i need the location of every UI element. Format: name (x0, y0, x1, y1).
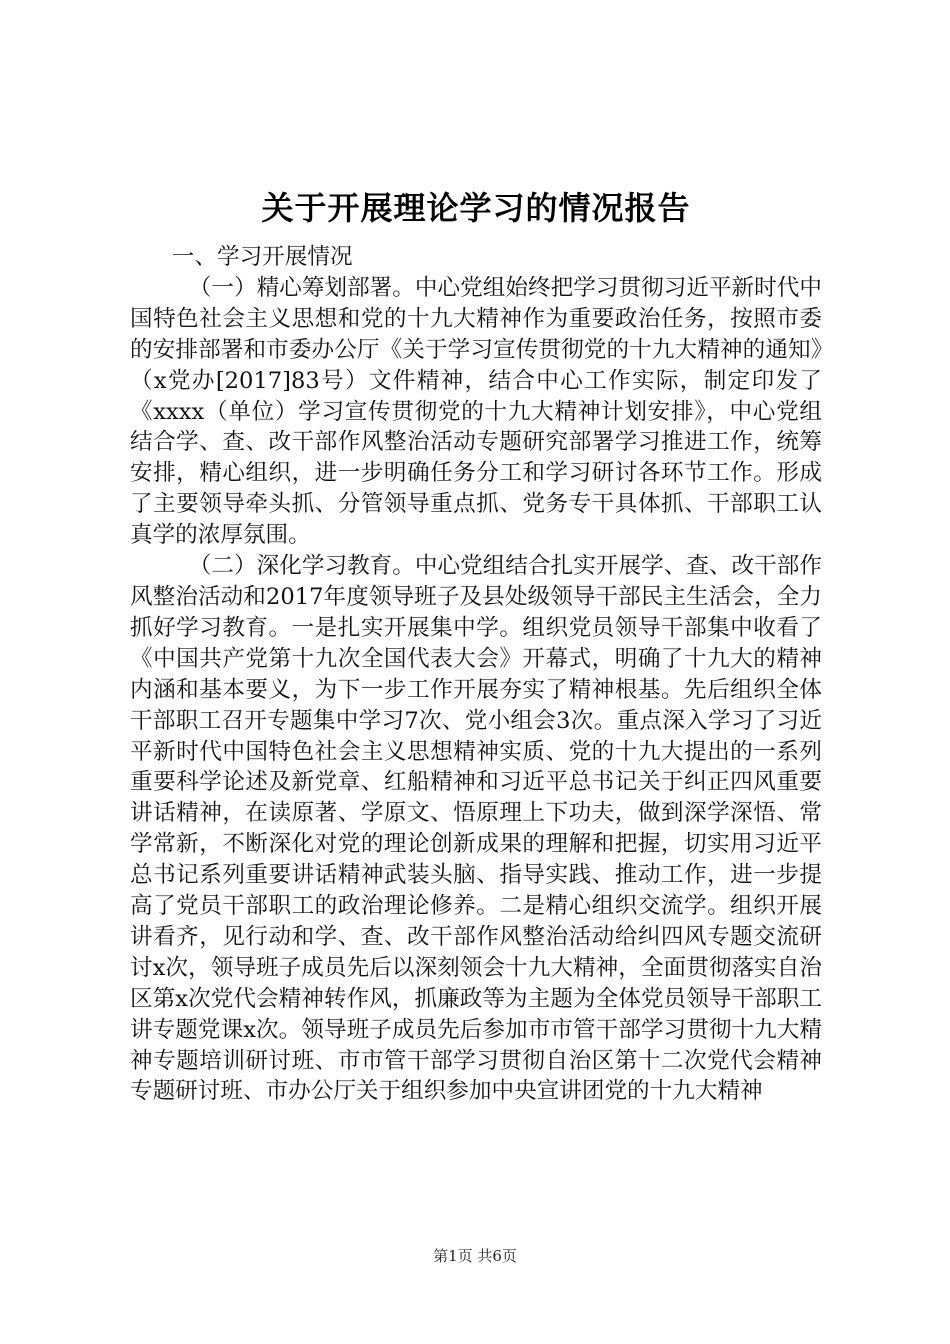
paragraph-planning: （一）精心筹划部署。中心党组始终把学习贯彻习近平新时代中国特色社会主义思想和党的十九大精神作为重要政治任务，按照市委的安排部署和市委办公厅《关于学习宣传贯彻党的十九大精神的通知》（x党办[2017]83号）文件精神，结合中心工作实际，制定印发了《xxxx（单位）学习宣传贯彻党的十九大精神计划安排》，中心党组结合学、查、改干部作风整治活动专题研究部署学习推进工作，统筹安排，精心组织，进一步明确任务分工和学习研讨各环节工作。形成了主要领导牵头抓、分管领导重点抓、党务专干具体抓、干部职工认真学的浓厚氛围。 (130, 274, 822, 549)
section-heading: 一、学习开展情况 (171, 244, 353, 270)
page-number: 第1页 共6页 (433, 1247, 517, 1265)
document-body (130, 242, 822, 1107)
paragraph-education: （二）深化学习教育。中心党组结合扎实开展学、查、改干部作风整治活动和2017年度领导班子及县处级领导干部民主生活会，全力抓好学习教育。一是扎实开展集中学。组织党员领导干部集中收看了《中国共产党第十九次全国代表大会》开幕式，明确了十九大的精神内涵和基本要义，为下一步工作开展夯实了精神根基。先后组织全体干部职工召开专题集中学习7次、党小组会3次。重点深入学习了习近平新时代中国特色社会主义思想精神实质、党的十九大提出的一系列重要科学论述及新党章、红船精神和习近平总书记关于纠正四风重要讲话精神，在读原著、学原文、悟原理上下功夫，做到深学深悟、常学常新，不断深化对党的理论创新成果的理解和把握，切实用习近平总书记系列重要讲话精神武装头脑、指导实践、推动工作，进一步提高了党员干部职工的政治理论修养。二是精心组织交流学。组织开展讲看齐，见行动和学、查、改干部作风整治活动给纠四风专题交流研讨x次，领导班子成员先后以深刻领会十九大精神，全面贯彻落实自治区第x次党代会精神转作风，抓廉政等为主题为全体党员领导干部职工讲专题党课x次。领导班子成员先后参加市市管干部学习贯彻十九大精神专题培训研讨班、市市管干部学习贯彻自治区第十二次党代会精神专题研讨班、市办公厅关于组织参加中央宣讲团党的十九大精神 (130, 553, 822, 1105)
document-title: 关于开展理论学习的情况报告 (261, 189, 691, 227)
